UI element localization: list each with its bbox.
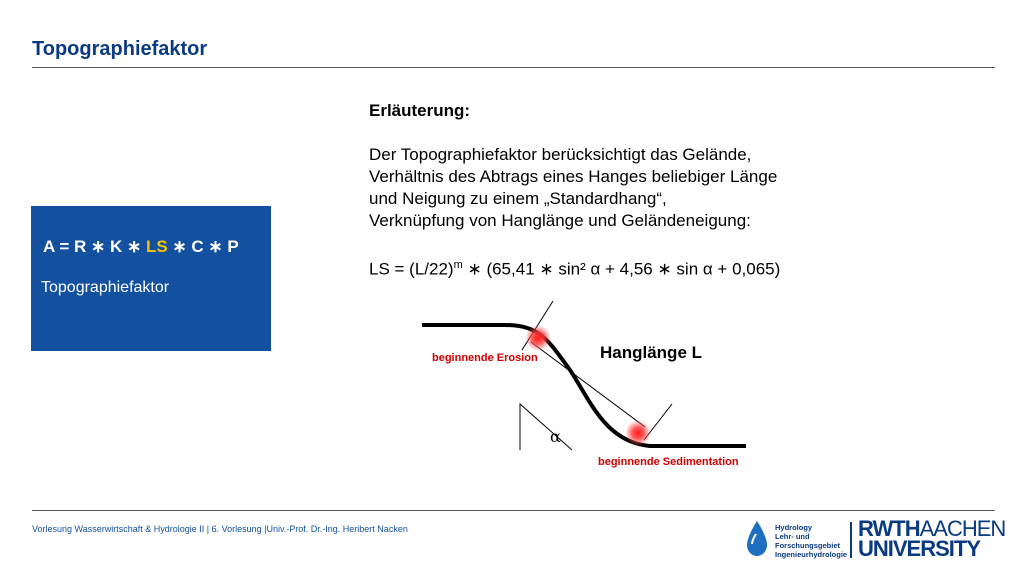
ls-equation-part1: LS = (L/22)	[369, 259, 454, 279]
label-slope-length: Hanglänge L	[600, 343, 703, 362]
explanation-line-4: Verknüpfung von Hanglänge und Geländeneigung:	[369, 211, 751, 230]
formula-box	[31, 206, 271, 351]
formula-highlight-ls: LS	[145, 237, 168, 256]
rwth-logo-rwth: RWTH	[858, 516, 920, 541]
hydro-line-2: Lehr- und	[775, 532, 810, 541]
hydro-line-1: Hydrology	[775, 523, 813, 532]
hydro-line-3: Forschungsgebiet	[775, 541, 841, 550]
hydrology-logo-text	[775, 523, 847, 559]
explanation-block	[369, 100, 889, 281]
erosion-marker	[525, 325, 551, 351]
hydro-line-4: Ingenieurhydrologie	[775, 550, 848, 559]
sedimentation-marker	[625, 420, 651, 446]
footer-divider	[32, 510, 995, 511]
rwth-logo-university: UNIVERSITY	[858, 536, 981, 561]
explanation-line-2: Verhältnis des Abtrags eines Hanges beliebiger Länge	[369, 167, 778, 186]
formula-part1: A = R ∗ K ∗	[43, 237, 146, 256]
logo-separator	[850, 522, 852, 558]
angle-triangle	[520, 404, 572, 450]
rwth-logo-aachen: AACHEN	[919, 516, 1006, 541]
slide-title: Topographiefaktor	[32, 38, 208, 60]
explanation-line-1: Der Topographiefaktor berücksichtigt das Gelände,	[369, 145, 752, 164]
explanation-heading: Erläuterung:	[369, 101, 471, 120]
rwth-logo	[858, 516, 1006, 561]
footer-text: Vorlesung Wasserwirtschaft & Hydrologie II | 6. Vorlesung |Univ.-Prof. Dr.-Ing. Heribert Nacken	[32, 524, 408, 534]
formula-part2: ∗ C ∗ P	[167, 237, 239, 256]
usle-formula	[43, 237, 239, 257]
ls-equation-part2: ∗ (65,41 ∗ sin² α + 4,56 ∗ sin α + 0,065)	[462, 259, 781, 279]
label-sedimentation: beginnende Sedimentation	[598, 456, 739, 468]
slope-diagram	[410, 300, 760, 475]
ls-equation-exponent: m	[453, 259, 463, 271]
label-alpha: α	[550, 427, 561, 446]
water-drop-icon	[745, 520, 769, 558]
formula-label: Topographiefaktor	[41, 279, 170, 296]
title-divider	[32, 67, 995, 68]
explanation-line-3: und Neigung zu einem „Standardhang“,	[369, 189, 667, 208]
ls-equation	[369, 254, 889, 281]
label-erosion: beginnende Erosion	[432, 352, 538, 364]
